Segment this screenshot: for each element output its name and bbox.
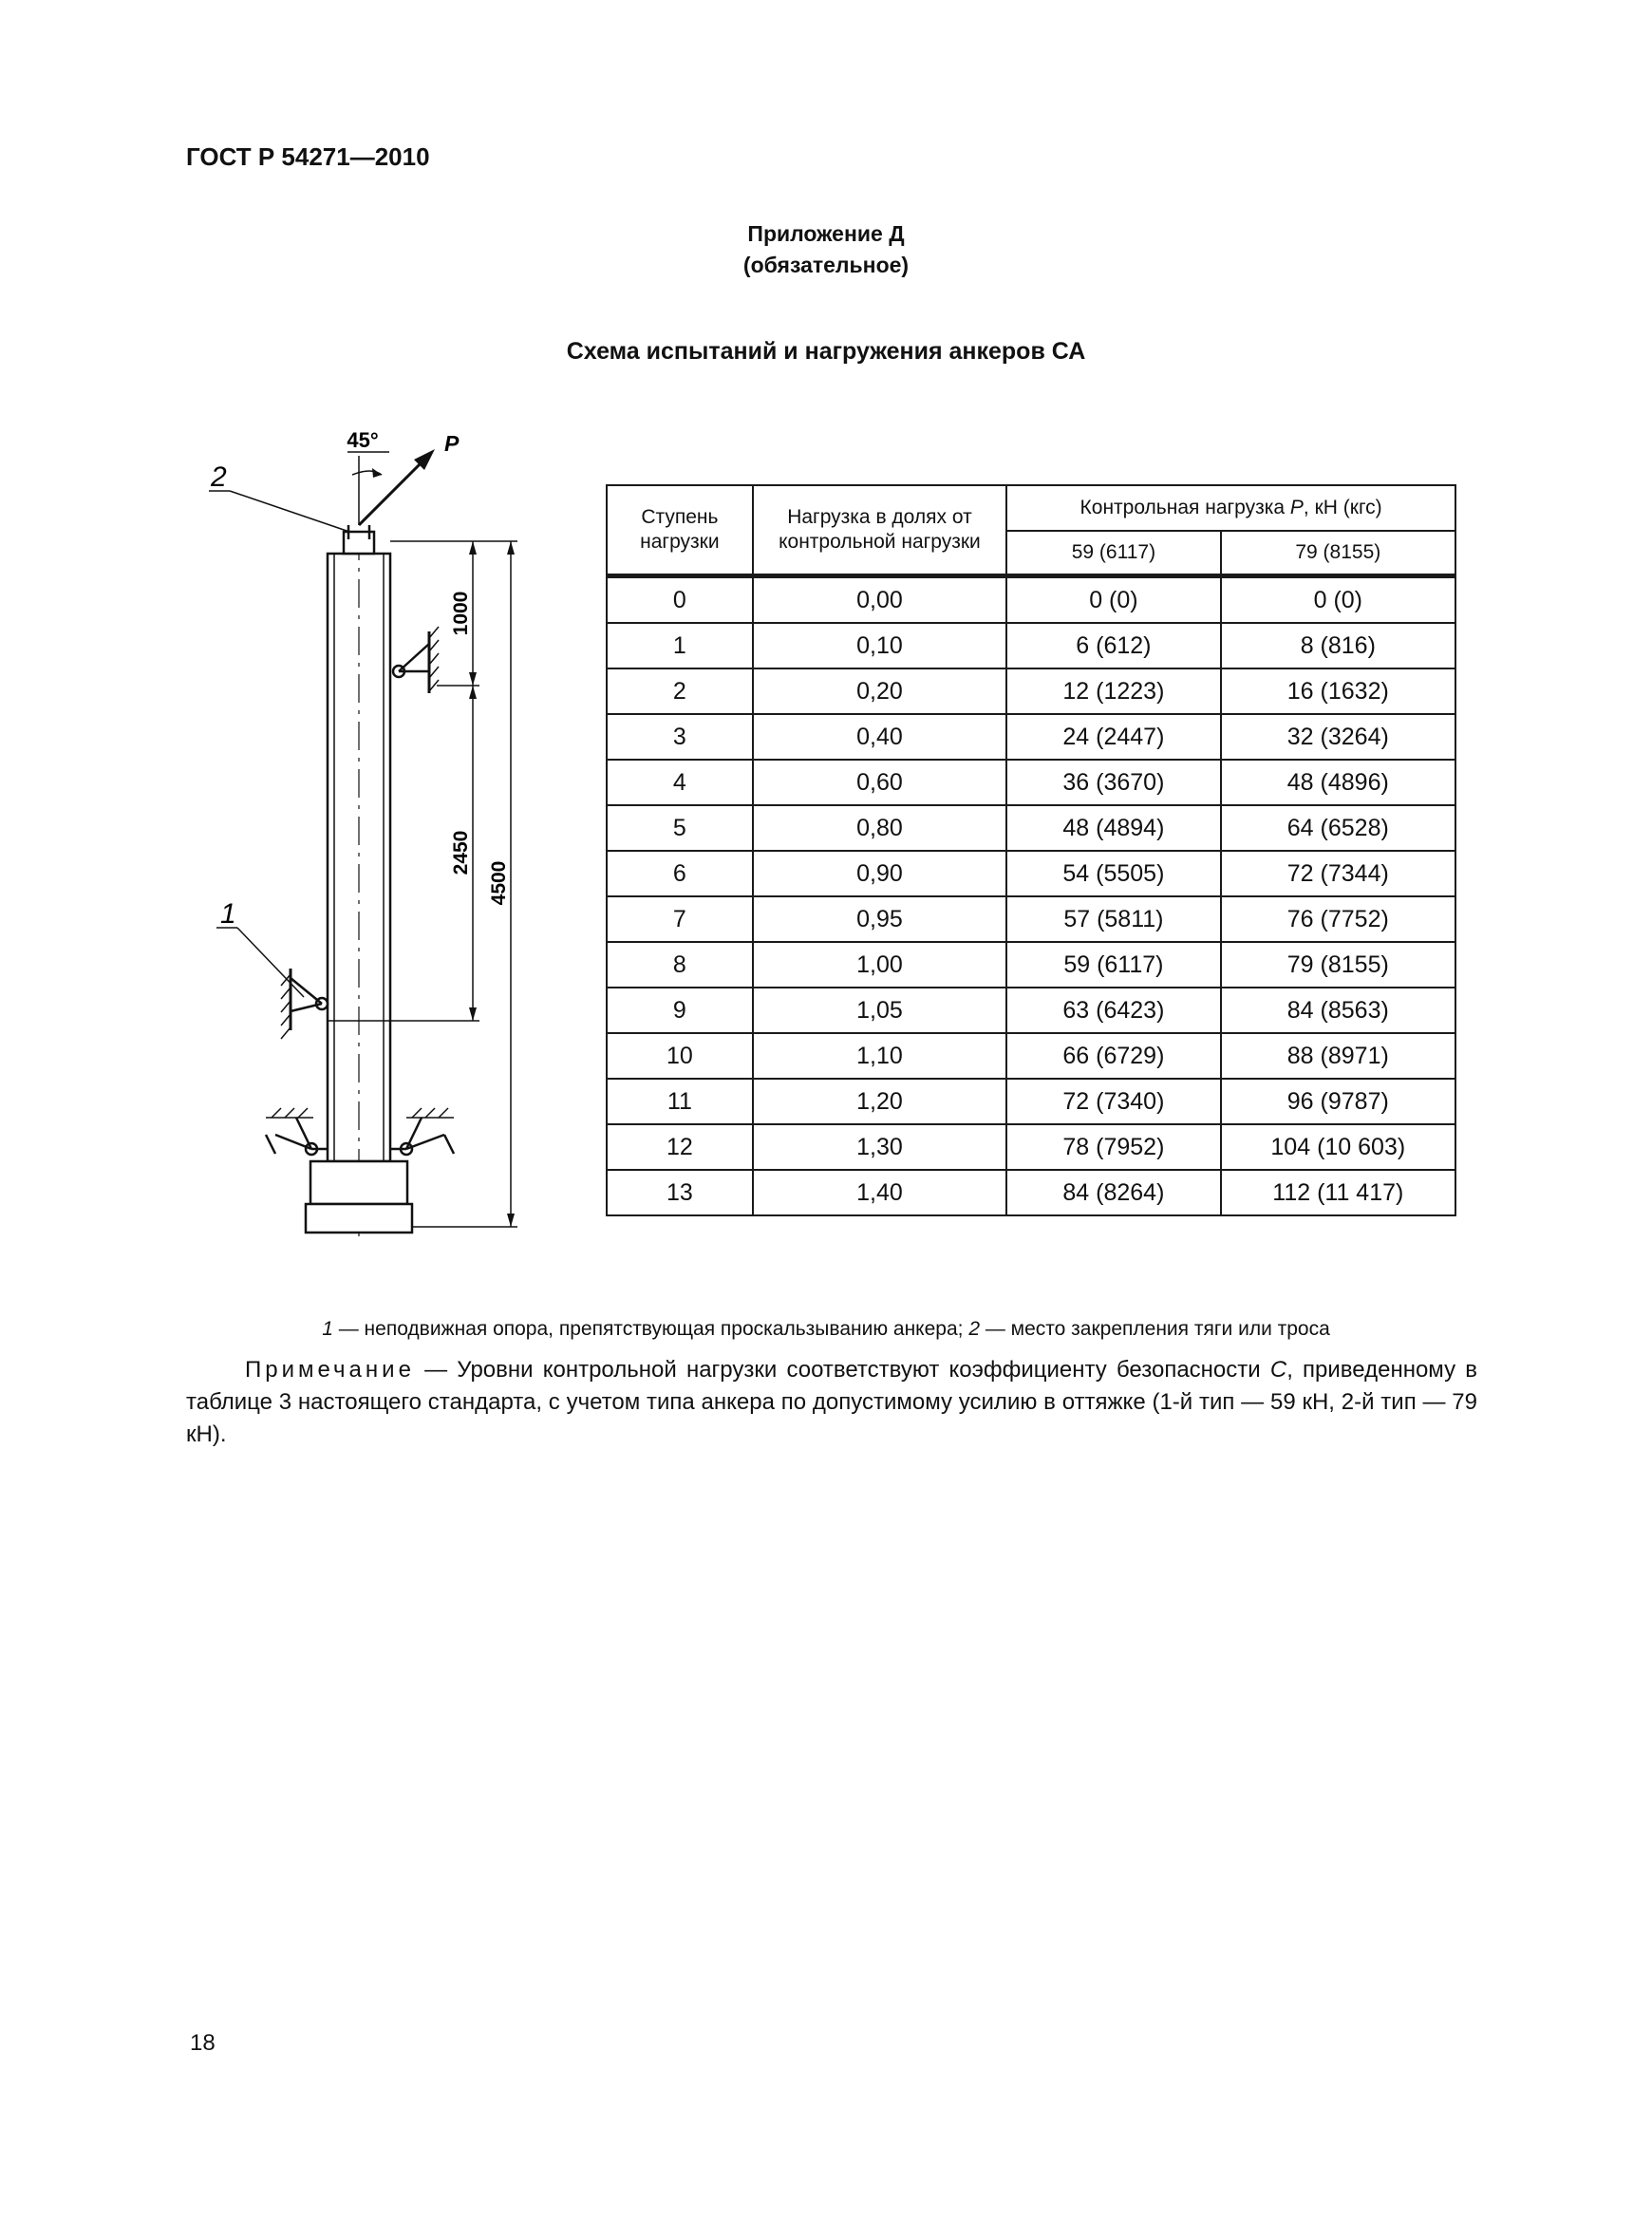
dimension-1000: 1000 (450, 591, 472, 636)
header-control-load: Контрольная нагрузка P, кН (кгс) (1006, 485, 1455, 531)
table-row (607, 896, 1455, 942)
table-cell: 8 (816) (1221, 623, 1455, 668)
table-cell: 1,00 (753, 942, 1006, 988)
table-cell: 0 (0) (1006, 576, 1220, 624)
safety-factor-var: С (1269, 1357, 1287, 1383)
table-cell: 76 (7752) (1221, 896, 1455, 942)
table-cell: 59 (6117) (1006, 942, 1220, 988)
table-row (607, 988, 1455, 1033)
header-fraction: Нагрузка в долях от контрольной нагрузки (753, 485, 1006, 576)
table-cell: 84 (8264) (1006, 1170, 1220, 1215)
table-cell: 84 (8563) (1221, 988, 1455, 1033)
table-cell: 5 (607, 805, 753, 851)
scheme-title: Схема испытаний и нагружения анкеров СА (566, 338, 1086, 365)
table-cell: 0 (0) (1221, 576, 1455, 624)
appendix-title: Приложение Д (747, 221, 905, 246)
table-cell: 12 (607, 1124, 753, 1170)
table-cell: 64 (6528) (1221, 805, 1455, 851)
table-cell: 54 (5505) (1006, 851, 1220, 896)
table-cell: 6 (607, 851, 753, 896)
table-cell: 78 (7952) (1006, 1124, 1220, 1170)
table-row (607, 1033, 1455, 1079)
callout-2: 2 (211, 461, 227, 493)
table-row (607, 942, 1455, 988)
table-cell: 48 (4894) (1006, 805, 1220, 851)
note-label: Примечание (245, 1357, 415, 1383)
table-row (607, 1079, 1455, 1124)
note-paragraph: Примечание — Уровни контрольной нагрузки соответствуют коэффициенту безопасности С, приведенному в таблице 3 настоящего стандарта, с учетом типа анкера по допустимому усилию в оттяжке (1-й тип — 59 кН, 2-й тип — 79 кН). (186, 1357, 1477, 1447)
table-cell: 72 (7340) (1006, 1079, 1220, 1124)
table-cell: 1,40 (753, 1170, 1006, 1215)
table-cell: 104 (10 603) (1221, 1124, 1455, 1170)
table-cell: 2 (607, 668, 753, 714)
angle-label: 45° (347, 428, 379, 452)
anchor-foot (306, 1204, 412, 1233)
table-cell: 4 (607, 760, 753, 805)
callout-1: 1 (220, 898, 236, 930)
table-cell: 48 (4896) (1221, 760, 1455, 805)
table-row (607, 851, 1455, 896)
table-cell: 13 (607, 1170, 753, 1215)
table-cell: 16 (1632) (1221, 668, 1455, 714)
table-cell: 72 (7344) (1221, 851, 1455, 896)
table-cell: 0,10 (753, 623, 1006, 668)
table-row (607, 668, 1455, 714)
table-cell: 6 (612) (1006, 623, 1220, 668)
table-cell: 1,10 (753, 1033, 1006, 1079)
table-cell: 24 (2447) (1006, 714, 1220, 760)
anchor-test-scheme (211, 399, 551, 1253)
load-table (606, 484, 1456, 1216)
table-row (607, 1170, 1455, 1215)
table-cell: 112 (11 417) (1221, 1170, 1455, 1215)
table-cell: 0,60 (753, 760, 1006, 805)
table-body (607, 576, 1455, 1216)
table-row (607, 760, 1455, 805)
table-cell: 10 (607, 1033, 753, 1079)
header-type-1: 59 (6117) (1006, 531, 1220, 576)
table-row (607, 714, 1455, 760)
appendix-heading (0, 218, 1652, 281)
header-step: Ступень нагрузки (607, 485, 753, 576)
table-cell: 88 (8971) (1221, 1033, 1455, 1079)
figure-legend: 1 — неподвижная опора, препятствующая проскальзыванию анкера; 2 — место закрепления тяги или троса (322, 1318, 1330, 1340)
table-cell: 1,05 (753, 988, 1006, 1033)
table-cell: 32 (3264) (1221, 714, 1455, 760)
document-code: ГОСТ Р 54271—2010 (186, 142, 430, 171)
table-row (607, 623, 1455, 668)
dimension-2450: 2450 (450, 830, 472, 875)
table-cell: 36 (3670) (1006, 760, 1220, 805)
table-cell: 66 (6729) (1006, 1033, 1220, 1079)
table-cell: 8 (607, 942, 753, 988)
table-cell: 7 (607, 896, 753, 942)
table-cell: 1,30 (753, 1124, 1006, 1170)
table-row (607, 576, 1455, 624)
table-cell: 11 (607, 1079, 753, 1124)
force-variable: P (1289, 497, 1304, 518)
table-cell: 0,20 (753, 668, 1006, 714)
table-cell: 0,40 (753, 714, 1006, 760)
force-label: P (444, 431, 460, 456)
page-number: 18 (190, 2030, 216, 2056)
table-cell: 1 (607, 623, 753, 668)
table-cell: 0 (607, 576, 753, 624)
header-type-2: 79 (8155) (1221, 531, 1455, 576)
table-cell: 12 (1223) (1006, 668, 1220, 714)
table-cell: 0,80 (753, 805, 1006, 851)
dimension-4500: 4500 (488, 860, 510, 906)
table-cell: 9 (607, 988, 753, 1033)
table-cell: 63 (6423) (1006, 988, 1220, 1033)
appendix-subtitle: (обязательное) (742, 253, 910, 277)
table-row (607, 1124, 1455, 1170)
table-cell: 79 (8155) (1221, 942, 1455, 988)
table-cell: 0,00 (753, 576, 1006, 624)
anchor-base (310, 1161, 407, 1204)
table-cell: 0,90 (753, 851, 1006, 896)
table-cell: 0,95 (753, 896, 1006, 942)
table-cell: 96 (9787) (1221, 1079, 1455, 1124)
table-cell: 1,20 (753, 1079, 1006, 1124)
table-cell: 3 (607, 714, 753, 760)
table-cell: 57 (5811) (1006, 896, 1220, 942)
table-row (607, 805, 1455, 851)
